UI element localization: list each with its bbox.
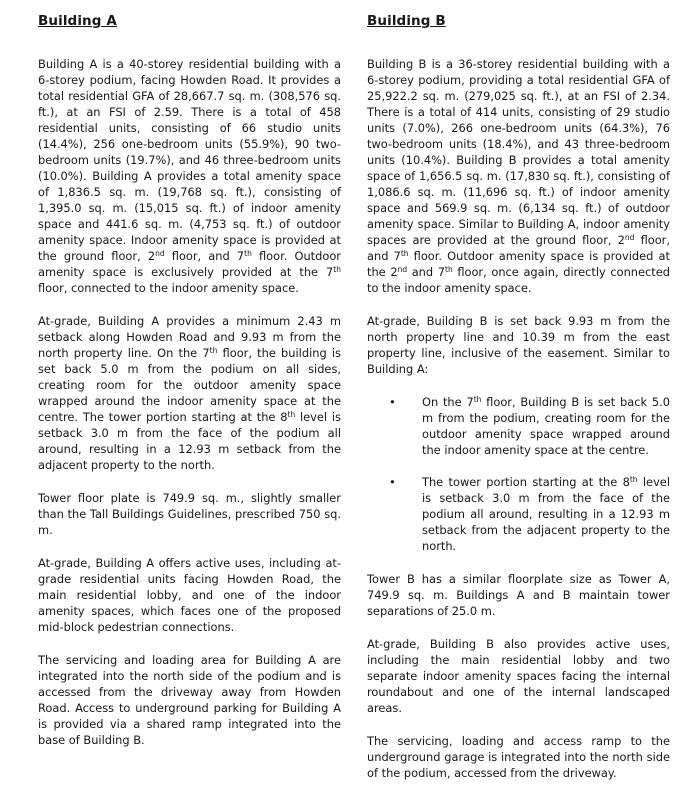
bullet-item: [389, 474, 670, 554]
building-b-column: [367, 13, 670, 798]
two-column-layout: [38, 13, 669, 798]
building-a-heading: Building A: [38, 13, 117, 29]
building-a-paragraph-2: At-grade, Building A provides a minimum 2.43 m setback along Howden Road and 9.93 m from the north property line. On the 7th floor, the building is set back 5.0 m from the podium on all sides, creating room for the outdoor amenity space wrapped around the indoor amenity space at the centre. The tower portion starting at the 8th level is setback 3.0 m from the face of the podium all around, resulting in a 12.93 m setback from the adjacent property to the north.: [38, 314, 341, 472]
bullet-text: On the 7th floor, Building B is set back 5.0 m from the podium, creating room for the outdoor amenity space wrapped around the indoor amenity space at the centre.: [422, 395, 670, 457]
bullet-marker: •: [389, 475, 396, 489]
building-b-paragraph-5: The servicing, loading and access ramp to the underground garage is integrated into the north side of the podium, accessed from the driveway.: [367, 734, 670, 780]
bullet-marker: •: [389, 395, 396, 409]
building-b-heading: Building B: [367, 13, 446, 29]
building-a-paragraph-3: Tower floor plate is 749.9 sq. m., slightly smaller than the Tall Buildings Guidelines, prescribed 750 sq. m.: [38, 491, 341, 537]
building-a-column: [38, 13, 341, 798]
building-b-paragraph-2: At-grade, Building B is set back 9.93 m from the north property line and 10.39 m from the east property line, inclusive of the easement. Similar to Building A:: [367, 314, 670, 376]
building-a-paragraph-1: Building A is a 40-storey residential building with a 6-storey podium, facing Howden Road. It provides a total residential GFA of 28,667.7 sq. m. (308,576 sq. ft.), at an FSI of 2.59. There is a total of 458 residential units, consisting of 66 studio units (14.4%), 256 one-bedroom units (55.9%), 90 two-bedroom units (19.7%), and 46 three-bedroom units (10.0%). Building A provides a total amenity space of 1,836.5 sq. m. (19,768 sq. ft.), consisting of 1,395.0 sq. m. (15,015 sq. ft.) of indoor amenity space and 441.6 sq. m. (4,753 sq. ft.) of outdoor amenity space. Indoor amenity space is provided at the ground floor, 2nd floor, and 7th floor. Outdoor amenity space is exclusively provided at the 7th floor, connected to the indoor amenity space.: [38, 57, 341, 295]
bullet-item: [389, 394, 670, 458]
building-b-paragraph-1: Building B is a 36-storey residential building with a 6-storey podium, providing a total residential GFA of 25,922.2 sq. m. (279,025 sq. ft.), at an FSI of 2.34. There is a total of 414 units, consisting of 29 studio units (7.0%), 266 one-bedroom units (64.3%), 76 two-bedroom units (18.4%), and 43 three-bedroom units (10.4%). Building B provides a total amenity space of 1,656.5 sq. m. (17,830 sq. ft.), consisting of 1,086.6 sq. m. (11,696 sq. ft.) of indoor amenity space and 569.9 sq. m. (6,134 sq. ft.) of outdoor amenity space. Similar to Building A, indoor amenity spaces are provided at the ground floor, 2nd floor, and 7th floor. Outdoor amenity space is provided at the 2nd and 7th floor, once again, directly connected to the indoor amenity space.: [367, 57, 670, 295]
building-b-paragraph-4: At-grade, Building B also provides active uses, including the main residential lobby and two separate indoor amenity spaces facing the internal roundabout and one of the internal landscaped areas.: [367, 637, 670, 715]
building-a-paragraph-4: At-grade, Building A offers active uses, including at-grade residential units facing Howden Road, the main residential lobby, and one of the indoor amenity spaces, which faces one of the proposed mid-block pedestrian connections.: [38, 556, 341, 634]
building-b-bullet-list: [367, 394, 670, 554]
building-a-paragraph-5: The servicing and loading area for Building A are integrated into the north side of the podium and is accessed from the driveway away from Howden Road. Access to underground parking for Building A is provided via a shared ramp integrated into the base of Building B.: [38, 653, 341, 747]
building-b-paragraph-3: Tower B has a similar floorplate size as Tower A, 749.9 sq. m. Buildings A and B maintain tower separations of 25.0 m.: [367, 572, 670, 618]
bullet-text: The tower portion starting at the 8th level is setback 3.0 m from the face of the podium all around, resulting in a 12.93 m setback from the adjacent property to the north.: [422, 475, 670, 553]
